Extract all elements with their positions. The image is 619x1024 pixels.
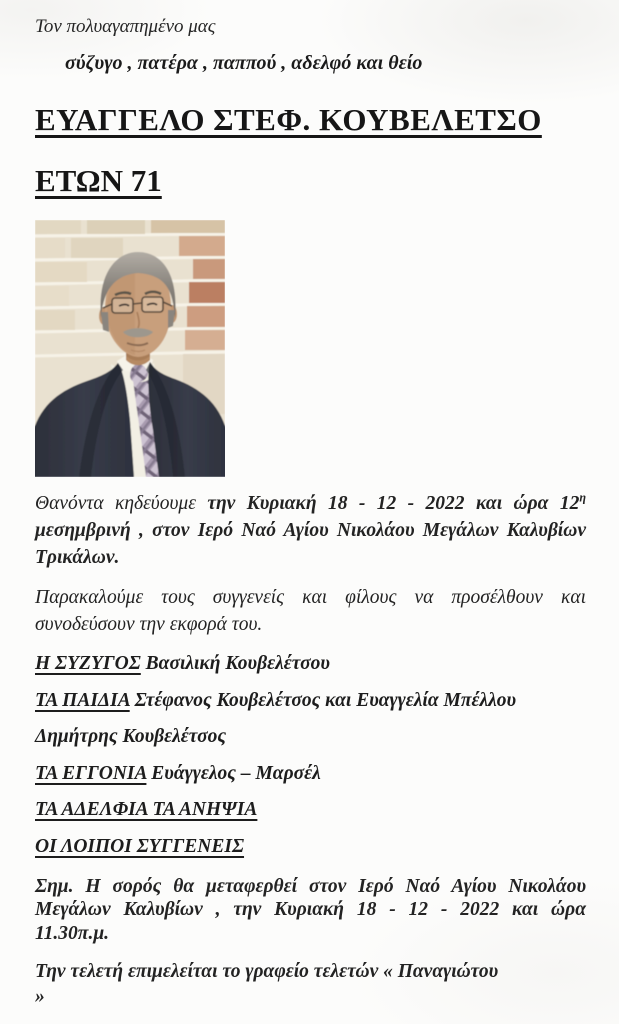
organizer-paragraph: [35, 959, 586, 1009]
family-role-label: ΤΑ ΠΑΙΔΙΑ: [35, 689, 130, 711]
funeral-emphasis-text: την Κυριακή 18 - 12 - 2022 και ώρα 12: [207, 493, 580, 514]
age-text: ΕΤΩΝ 71: [35, 163, 162, 198]
funeral-details-paragraph: [35, 490, 586, 571]
family-names: Ευάγγελος – Μαρσέλ: [146, 762, 321, 784]
portrait-photo-illustration: [35, 220, 225, 477]
family-role-label: ΤΑ ΕΓΓΟΝΙΑ: [35, 762, 147, 784]
family-line-children: [35, 689, 586, 713]
organizer-line2-text: »: [35, 986, 45, 1007]
family-list: [35, 652, 586, 859]
family-line-other-relatives: [35, 835, 586, 859]
deceased-name-text: ΕΥΑΓΓΕΛΟ ΣΤΕΦ. ΚΟΥΒΕΛΕΤΣΟ: [35, 102, 542, 137]
family-names: Βασιλική Κουβελέτσου: [140, 653, 330, 674]
intro-line: Τον πολυαγαπημένο μας: [35, 16, 216, 37]
invitation-paragraph: Παρακαλούμε τους συγγενείς και φίλους να προσέλθουν και συνοδεύσουν την εκφορά του.: [35, 587, 586, 635]
funeral-lead-text: Θανόντα κηδεύουμε: [35, 493, 208, 514]
funeral-hour-superscript: η: [579, 490, 586, 505]
relations-line: σύζυγο , πατέρα , παππού , αδελφό και θείο: [65, 52, 423, 74]
portrait-photo: [35, 220, 225, 477]
note-paragraph: Σημ. Η σορός θα μεταφερθεί στον Ιερό Ναό Αγίου Νικολάου Μεγάλων Καλυβίων , την Κυριακή 18 - 12 - 2022 και ώρα 11.30π.μ.: [35, 875, 586, 944]
organizer-line1-text: Την τελετή επιμελείται το γραφείο τελετών « Παναγιώτου: [35, 961, 499, 982]
family-role-label: ΟΙ ΛΟΙΠΟΙ ΣΥΓΓΕΝΕΙΣ: [35, 835, 245, 857]
deceased-name-heading: [35, 101, 586, 138]
family-line-grandchildren: [35, 762, 586, 786]
family-line-siblings-nephews: [35, 798, 586, 822]
family-line-children-2: [35, 725, 586, 749]
age-heading: [35, 162, 586, 199]
family-names: Δημήτρης Κουβελέτσος: [35, 726, 227, 747]
family-role-label: ΤΑ ΑΔΕΛΦΙΑ ΤΑ ΑΝΗΨΙΑ: [35, 799, 258, 820]
family-names: Στέφανος Κουβελέτσος και Ευαγγελία Μπέλλου: [129, 689, 517, 711]
family-role-label: Η ΣΥΖΥΓΟΣ: [35, 653, 141, 674]
family-line-spouse: [35, 652, 586, 676]
funeral-emphasis-rest-text: μεσημβρινή , στον Ιερό Ναό Αγίου Νικολάου Μεγάλων Καλυβίων Τρικάλων.: [35, 520, 586, 568]
